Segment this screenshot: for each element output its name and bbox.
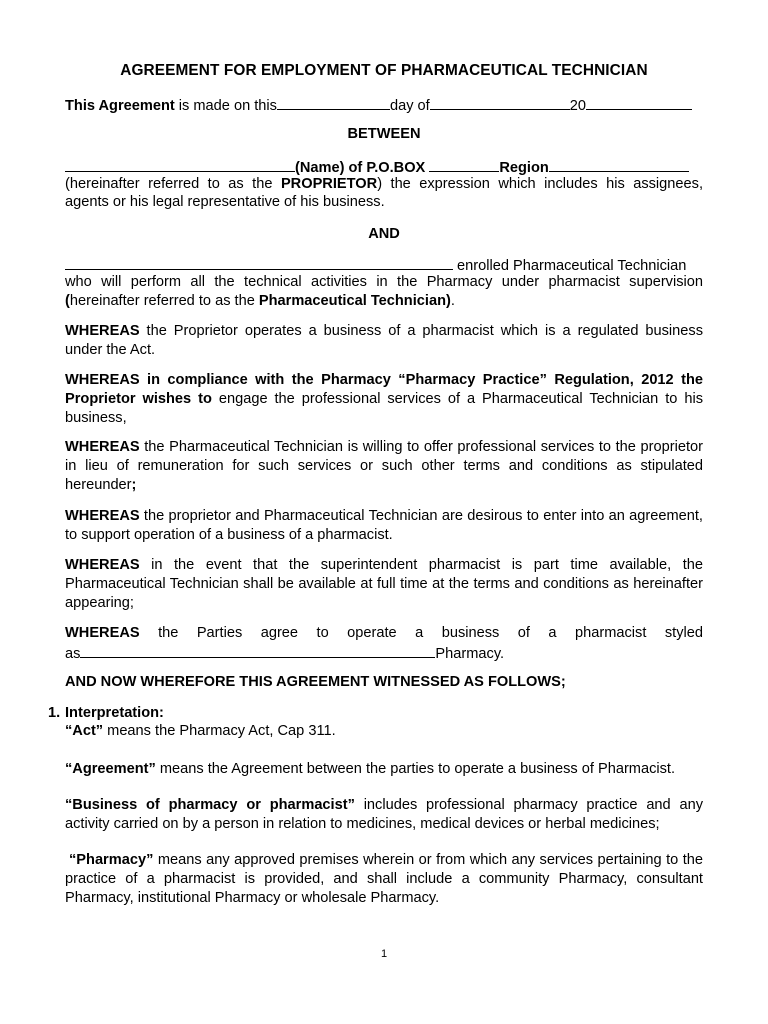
whereas-paragraph-4 [65, 507, 703, 545]
pharmaceutical-technician-term: Pharmaceutical Technician) [258, 293, 451, 309]
whereas-1-text: the Proprietor operates a business of a pharmacist which is a regulated business under the Act. [65, 323, 703, 358]
section-1-number: 1. [48, 705, 61, 721]
whereas-4-keyword: WHEREAS [65, 508, 140, 524]
date-day-blank [277, 95, 390, 110]
party1-region-blank [549, 157, 689, 172]
party1-line-2-post: ) the expression which includes his assignees, [377, 176, 703, 192]
party2-line-3 [65, 292, 703, 311]
party1-line-2 [65, 175, 703, 194]
date-year-blank [586, 95, 692, 110]
section-1-heading [48, 704, 703, 723]
party2-line-2: who will perform all the technical activities in the Pharmacy under pharmacist supervision [65, 274, 703, 290]
opening-text-3: 20 [569, 98, 586, 114]
whereas-3-end: ; [131, 477, 137, 493]
page-number: 1 [380, 948, 388, 960]
agreement-definition: means the Agreement between the parties to operate a business of Pharmacist. [155, 761, 676, 777]
between-heading: BETWEEN [347, 126, 421, 142]
pharmacy-definition: means any approved premises wherein or from which any services pertaining to the practice of a pharmacist is provided, and shall include a community Pharmacy, consultant Pharmacy, institutional Pharmacy or wholesale Pharmacy. [65, 852, 703, 906]
whereas-2-text: engage the professional services of a Pharmaceutical Technician to his business, [65, 391, 703, 426]
party1-region-label: Region [499, 160, 549, 176]
whereas-5-keyword: WHEREAS [65, 557, 140, 573]
party1-pobox-blank [429, 157, 499, 172]
opening-line [65, 95, 703, 116]
whereas-6-keyword: WHEREAS [65, 625, 140, 641]
definition-pharmacy [65, 851, 703, 908]
whereas-paragraph-2 [65, 371, 703, 428]
whereas-4-text: the proprietor and Pharmaceutical Technician are desirous to enter into an agreement, to support operation of a business of a pharmacist. [65, 508, 703, 543]
party2-open-paren: ( [65, 293, 70, 309]
opening-text-2: day of [389, 98, 430, 114]
party2-line-3-pre: hereinafter referred to as the [69, 293, 259, 309]
document-title: AGREEMENT FOR EMPLOYMENT OF PHARMACEUTICAL TECHNICIAN [120, 62, 648, 79]
pharmacy-name-blank [80, 643, 435, 658]
business-term: “Business of pharmacy or pharmacist” [65, 797, 355, 813]
party1-line-2-pre: (hereinafter referred to as the [65, 176, 281, 192]
party2-name-blank [65, 255, 453, 270]
whereas-3-keyword: WHEREAS [65, 439, 140, 455]
act-definition: means the Pharmacy Act, Cap 311. [103, 723, 336, 739]
whereas-6-line-1: the Parties agree to operate a business of a pharmacist styled [139, 625, 703, 641]
whereas-6-line-2-pre: as [65, 646, 81, 662]
whereas-paragraph-6-line-1 [65, 624, 703, 643]
date-month-blank [430, 95, 570, 110]
party2-line-3-end: . [450, 293, 455, 309]
agreement-term: “Agreement” [65, 761, 156, 777]
whereas-paragraph-6-line-2 [65, 643, 703, 664]
opening-lead: This Agreement [65, 98, 175, 114]
business-definition: includes professional pharmacy practice and any activity carried on by a person in relation to medicines, medical devices or herbal medicines; [65, 797, 703, 832]
opening-text-1: is made on this [174, 98, 277, 114]
party2-line-1-post: enrolled Pharmaceutical Technician [453, 258, 687, 274]
party1-name-label: (Name) of P.O.BOX [295, 160, 430, 176]
whereas-3-text: the Pharmaceutical Technician is willing to offer professional services to the proprietor in lieu of remuneration for such services or such other terms and conditions as stipulated hereunder [65, 439, 703, 493]
whereas-paragraph-1 [65, 322, 703, 360]
whereas-2-keyword: WHEREAS in compliance with the Pharmacy “Pharmacy Practice” Regulation, 2012 the Proprietor wishes to [65, 372, 703, 407]
whereas-1-keyword: WHEREAS [65, 323, 140, 339]
witness-statement: AND NOW WHEREFORE THIS AGREEMENT WITNESSED AS FOLLOWS; [65, 674, 566, 690]
whereas-5-text: in the event that the superintendent pharmacist is part time available, the Pharmaceutical Technician shall be available at full time at the terms and conditions as hereinafter appearing; [65, 557, 703, 611]
pharmacy-term: “Pharmacy” [69, 852, 154, 868]
whereas-paragraph-3 [65, 438, 703, 495]
definition-business [65, 796, 703, 834]
act-term: “Act” [65, 723, 104, 739]
definition-act [65, 722, 703, 741]
and-heading: AND [368, 226, 400, 242]
proprietor-term: PROPRIETOR [280, 176, 378, 192]
whereas-6-line-2-post: Pharmacy. [435, 646, 505, 662]
section-1-title: Interpretation: [65, 705, 164, 721]
whereas-paragraph-5 [65, 556, 703, 613]
definition-agreement [65, 760, 703, 779]
party1-name-blank [65, 157, 295, 172]
party1-line-3: agents or his legal representative of his business. [65, 194, 385, 210]
